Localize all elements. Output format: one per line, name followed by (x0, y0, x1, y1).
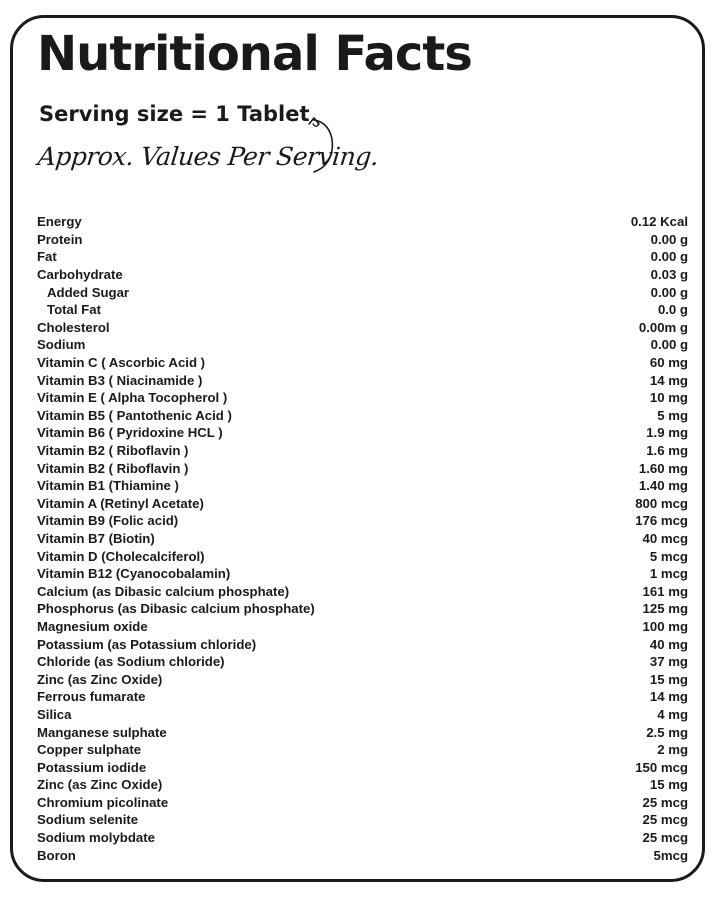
nutrient-value: 14 mg (649, 372, 688, 388)
nutrient-row (37, 635, 688, 653)
nutrient-row (37, 495, 688, 513)
nutrient-row (37, 213, 688, 231)
nutrient-name: Chloride (as Sodium chloride) (37, 654, 225, 670)
nutrient-value: 5 mcg (649, 548, 688, 564)
nutrient-row (37, 565, 688, 583)
nutrient-row (37, 530, 688, 548)
nutrient-name: Cholesterol (37, 319, 110, 335)
nutrient-row (37, 794, 688, 812)
nutrient-name: Ferrous fumarate (37, 689, 146, 705)
nutrient-row (37, 442, 688, 460)
nutrient-name: Zinc (as Zinc Oxide) (37, 777, 163, 793)
nutrient-value: 800 mcg (635, 495, 688, 511)
nutrient-value: 150 mcg (635, 759, 688, 775)
nutrient-value: 0.00 g (650, 249, 688, 265)
nutrient-name: Carbohydrate (37, 267, 123, 283)
nutrient-row (37, 670, 688, 688)
nutrient-value: 37 mg (649, 654, 688, 670)
nutrient-value: 1.6 mg (646, 443, 688, 459)
nutrient-row (37, 776, 688, 794)
page-title: Nutritional Facts (37, 26, 472, 82)
nutrient-row (37, 618, 688, 636)
nutrient-value: 10 mg (649, 390, 688, 406)
nutrient-name: Vitamin B3 ( Niacinamide ) (37, 372, 203, 388)
nutrient-name: Vitamin E ( Alpha Tocopherol ) (37, 390, 228, 406)
nutrient-row (37, 248, 688, 266)
nutrient-row (37, 741, 688, 759)
nutrient-value: 1.60 mg (638, 460, 688, 476)
nutrient-name: Copper sulphate (37, 742, 142, 758)
nutrient-value: 2.5 mg (646, 724, 688, 740)
nutrient-name: Added Sugar (47, 284, 130, 300)
nutrient-name: Protein (37, 231, 83, 247)
nutrient-value: 5 mg (657, 407, 688, 423)
nutrient-name: Chromium picolinate (37, 794, 169, 810)
nutrient-value: 100 mg (642, 618, 688, 634)
nutrient-name: Magnesium oxide (37, 618, 148, 634)
nutrient-row (37, 811, 688, 829)
nutrient-value: 176 mcg (635, 513, 688, 529)
nutrient-value: 0.00 g (650, 284, 688, 300)
nutrient-value: 0.00m g (638, 319, 688, 335)
nutrient-name: Vitamin B9 (Folic acid) (37, 513, 179, 529)
nutrient-name: Potassium iodide (37, 759, 147, 775)
nutrient-row (37, 389, 688, 407)
nutrient-value: 25 mcg (642, 830, 688, 846)
nutrient-row (37, 706, 688, 724)
nutrient-row (37, 371, 688, 389)
nutrient-name: Potassium (as Potassium chloride) (37, 636, 257, 652)
nutrient-row (37, 459, 688, 477)
nutrient-name: Calcium (as Dibasic calcium phosphate) (37, 583, 290, 599)
nutrient-row (37, 582, 688, 600)
nutrient-name: Silica (37, 706, 72, 722)
nutrient-row (37, 407, 688, 425)
nutrient-row (37, 829, 688, 847)
nutrient-name: Boron (37, 847, 76, 863)
nutrient-name: Zinc (as Zinc Oxide) (37, 671, 163, 687)
nutrient-name: Vitamin B6 ( Pyridoxine HCL ) (37, 425, 223, 441)
nutrient-name: Vitamin A (Retinyl Acetate) (37, 495, 204, 511)
nutrient-name: Energy (37, 214, 82, 230)
nutrient-name: Vitamin B7 (Biotin) (37, 530, 155, 546)
nutrient-row (37, 424, 688, 442)
nutrient-value: 14 mg (649, 689, 688, 705)
nutrient-value: 125 mg (642, 601, 688, 617)
nutrient-name: Sodium (37, 337, 86, 353)
nutrient-row (37, 477, 688, 495)
nutrient-row (37, 336, 688, 354)
nutrient-name: Vitamin C ( Ascorbic Acid ) (37, 355, 206, 371)
nutrient-value: 25 mcg (642, 794, 688, 810)
nutrient-list (37, 213, 688, 864)
nutrient-row (37, 600, 688, 618)
nutrient-name: Vitamin D (Cholecalciferol) (37, 548, 205, 564)
nutrient-value: 25 mcg (642, 812, 688, 828)
nutrient-name: Total Fat (47, 302, 101, 318)
nutrient-row (37, 301, 688, 319)
nutrient-value: 0.03 g (650, 267, 688, 283)
nutrient-name: Vitamin B12 (Cyanocobalamin) (37, 566, 231, 582)
nutrient-value: 0.00 g (650, 231, 688, 247)
nutrient-value: 5mcg (653, 847, 688, 863)
nutrient-row (37, 231, 688, 249)
nutrient-value: 1.9 mg (646, 425, 688, 441)
nutrient-name: Sodium molybdate (37, 830, 155, 846)
nutrient-row (37, 283, 688, 301)
nutrient-name: Fat (37, 249, 57, 265)
nutrient-value: 161 mg (642, 583, 688, 599)
nutrient-row (37, 354, 688, 372)
nutrient-name: Manganese sulphate (37, 724, 167, 740)
nutrient-value: 60 mg (649, 355, 688, 371)
nutrient-row (37, 547, 688, 565)
nutrient-value: 1 mcg (649, 566, 688, 582)
nutrient-row (37, 758, 688, 776)
nutrient-name: Sodium selenite (37, 812, 139, 828)
nutrient-name: Vitamin B2 ( Riboflavin ) (37, 443, 189, 459)
nutrient-value: 15 mg (649, 671, 688, 687)
nutrient-value: 0.00 g (650, 337, 688, 353)
nutrient-row (37, 319, 688, 337)
nutrient-value: 40 mcg (642, 530, 688, 546)
nutrient-value: 40 mg (649, 636, 688, 652)
nutrient-name: Vitamin B2 ( Riboflavin ) (37, 460, 189, 476)
approx-values-note: Approx. Values Per Serving. (36, 142, 380, 171)
nutrient-name: Phosphorus (as Dibasic calcium phosphate) (37, 601, 315, 617)
nutrient-name: Vitamin B1 (Thiamine ) (37, 478, 179, 494)
nutrient-row (37, 266, 688, 284)
nutrient-row (37, 653, 688, 671)
nutrient-value: 0.12 Kcal (630, 214, 688, 230)
nutrient-value: 2 mg (657, 742, 688, 758)
nutrient-row (37, 512, 688, 530)
nutrient-name: Vitamin B5 ( Pantothenic Acid ) (37, 407, 232, 423)
nutrient-row (37, 723, 688, 741)
nutrient-value: 15 mg (649, 777, 688, 793)
nutrient-value: 0.0 g (657, 302, 688, 318)
serving-size: Serving size = 1 Tablet (39, 102, 310, 126)
nutrient-row (37, 688, 688, 706)
nutrient-value: 4 mg (657, 706, 688, 722)
nutrient-row (37, 846, 688, 864)
nutrient-value: 1.40 mg (638, 478, 688, 494)
